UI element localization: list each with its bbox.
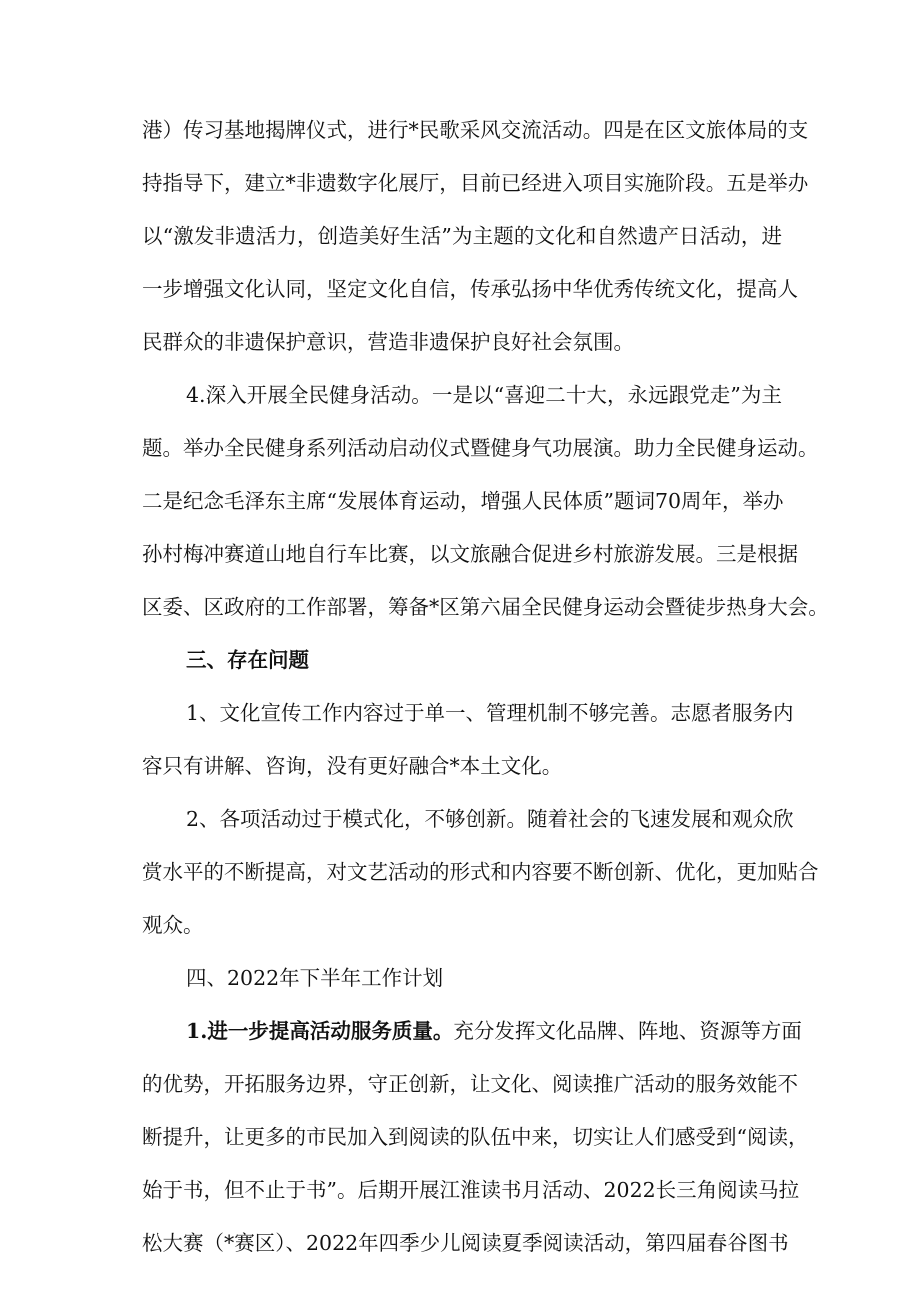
body-line: 二是纪念毛泽东主席“发展体育运动，增强人民体质”题词70周年，举办 [142, 489, 784, 513]
body-line: 断提升，让更多的市民加入到阅读的队伍中来，切实让人们感受到“阅读， [142, 1125, 809, 1149]
body-line: 始于书，但不止于书”。后期开展江淮读书月活动、2022长三角阅读马拉 [142, 1178, 800, 1202]
body-line: 民群众的非遗保护意识，营造非遗保护良好社会氛围。 [142, 330, 634, 354]
body-line: 2、各项活动过于模式化，不够创新。随着社会的飞速发展和观众欣 [186, 807, 794, 831]
body-line [186, 1017, 802, 1045]
body-line: 容只有讲解、咨询，没有更好融合*本土文化。 [142, 754, 563, 778]
body-line: 以“激发非遗活力，创造美好生活”为主题的文化和自然遗产日活动，进 [142, 224, 782, 248]
body-line: 题。举办全民健身系列活动启动仪式暨健身气功展演。助力全民健身运动。 [142, 436, 819, 460]
body-line: 观众。 [142, 913, 204, 937]
body-line: 孙村梅冲赛道山地自行车比赛，以文旅融合促进乡村旅游发展。三是根据 [142, 542, 798, 566]
body-line: 持指导下，建立*非遗数字化展厅，目前已经进入项目实施阶段。五是举办 [142, 171, 809, 195]
body-line: 一步增强文化认同，坚定文化自信，传承弘扬中华优秀传统文化，提高人 [142, 277, 798, 301]
body-line: 赏水平的不断提高，对文艺活动的形式和内容要不断创新、优化，更加贴合 [142, 860, 819, 884]
body-line: 松大赛（*赛区）、2022年四季少儿阅读夏季阅读活动，第四届春谷图书 [142, 1231, 789, 1255]
body-line: 的优势，开拓服务边界，守正创新，让文化、阅读推广活动的服务效能不 [142, 1072, 798, 1096]
body-text: 充分发挥文化品牌、阵地、资源等方面 [453, 1019, 802, 1043]
body-line: 4.深入开展全民健身活动。一是以“喜迎二十大，永远跟党走”为主 [186, 383, 782, 407]
body-line: 1、文化宣传工作内容过于单一、管理机制不够完善。志愿者服务内 [186, 701, 794, 725]
body-line: 港）传习基地揭牌仪式，进行*民歌采风交流活动。四是在区文旅体局的支 [142, 118, 809, 142]
bold-lead: 1.进一步提高活动服务质量。 [186, 1019, 454, 1043]
body-line: 区委、区政府的工作部署，筹备*区第六届全民健身运动会暨徒步热身大会。 [142, 595, 829, 619]
section-heading: 四、2022年下半年工作计划 [186, 966, 444, 990]
section-heading: 三、存在问题 [186, 648, 309, 672]
